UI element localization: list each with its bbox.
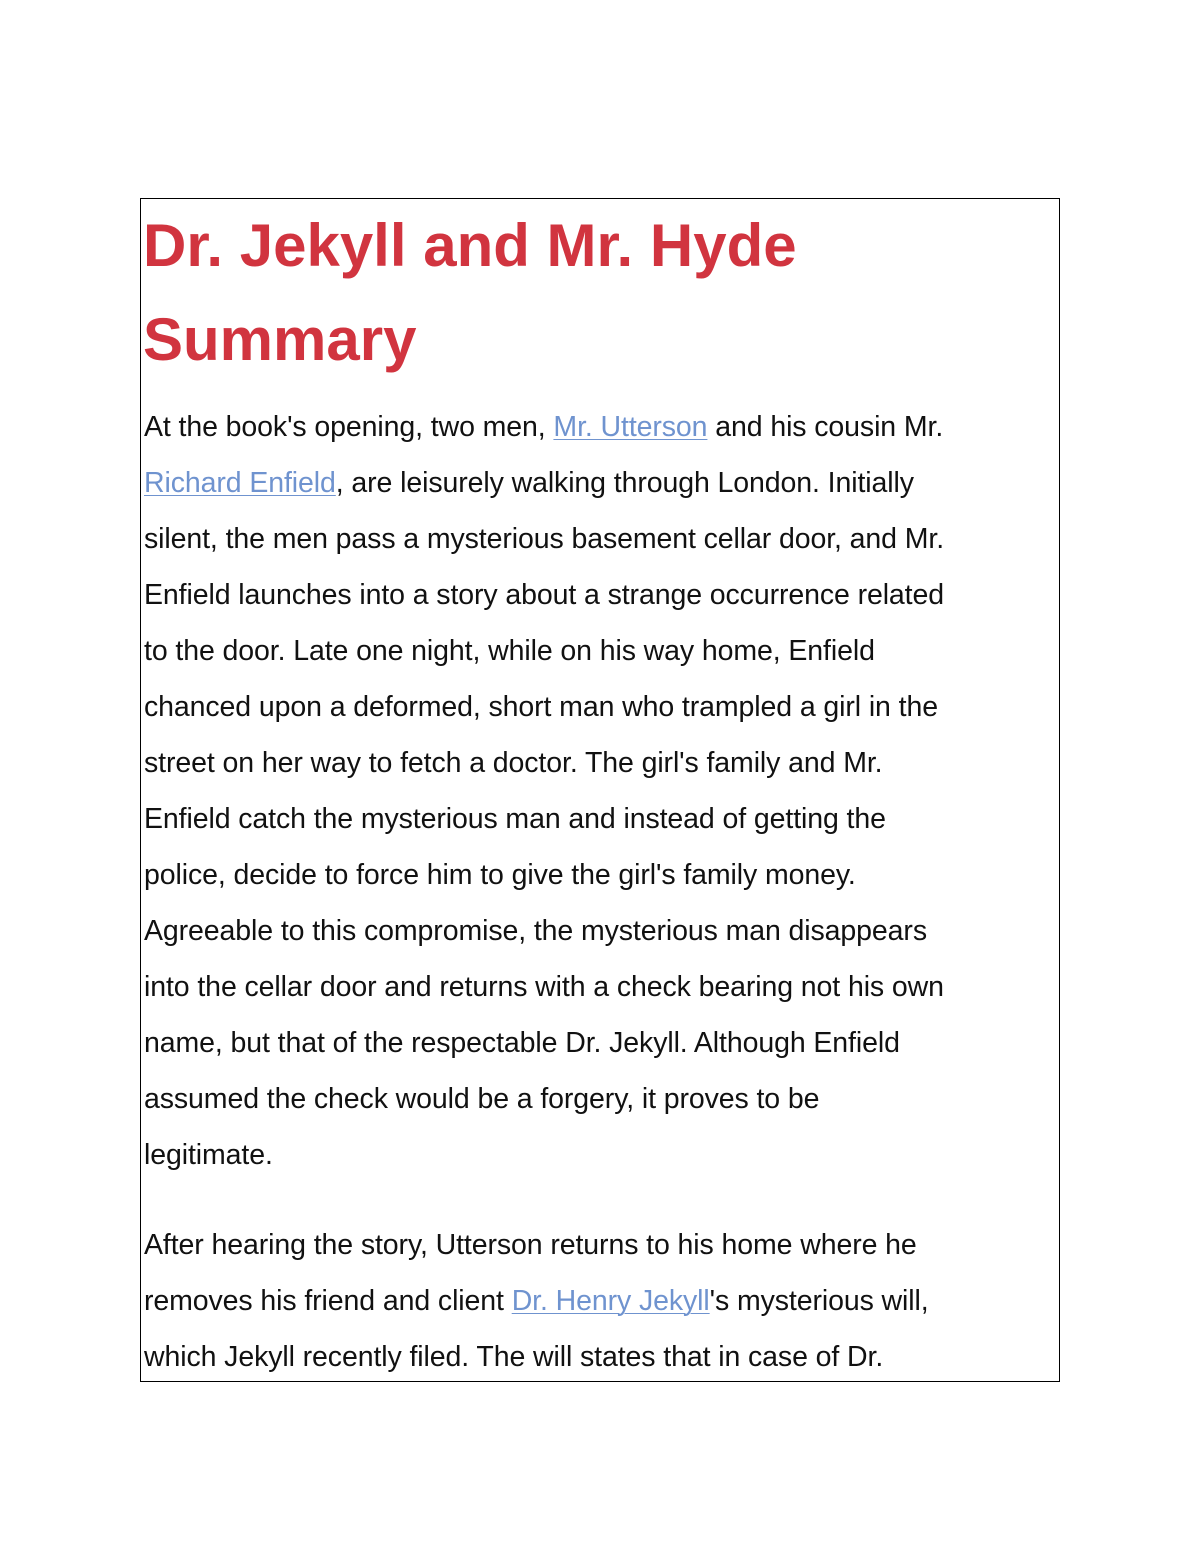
title-line-1: Dr. Jekyll and Mr. Hyde — [143, 212, 797, 279]
text-line: to the door. Late one night, while on his way home, Enfield — [144, 635, 875, 667]
text-line: police, decide to force him to give the girl's family money. — [144, 859, 856, 891]
text-line: After hearing the story, Utterson returns to his home where he — [144, 1229, 917, 1261]
text-line: chanced upon a deformed, short man who trampled a girl in the — [144, 691, 938, 723]
text-line: Enfield launches into a story about a strange occurrence related — [144, 579, 945, 611]
text-line: into the cellar door and returns with a check bearing not his own — [144, 971, 944, 1003]
text-line: street on her way to fetch a doctor. The girl's family and Mr. — [144, 747, 883, 779]
paragraph-1 — [141, 399, 1059, 1183]
text-line — [144, 399, 1059, 455]
paragraph-2 — [141, 1217, 1059, 1382]
text-line: Agreeable to this compromise, the mysterious man disappears — [144, 915, 927, 947]
text-line: silent, the men pass a mysterious basement cellar door, and Mr. — [144, 523, 945, 555]
text-line: legitimate. — [144, 1139, 273, 1171]
text-line: which Jekyll recently filed. The will states that in case of Dr. — [144, 1341, 884, 1373]
text-line: name, but that of the respectable Dr. Jekyll. Although Enfield — [144, 1027, 900, 1059]
text-line: Enfield catch the mysterious man and instead of getting the — [144, 803, 886, 835]
link-richard-enfield[interactable]: Richard Enfield — [144, 467, 336, 499]
page-title — [141, 199, 1059, 387]
text-segment: 's mysterious will, — [709, 1285, 929, 1317]
text-segment: At the book's opening, two men, — [144, 411, 554, 443]
text-line: assumed the check would be a forgery, it proves to be — [144, 1083, 820, 1115]
link-mr-utterson[interactable]: Mr. Utterson — [553, 411, 708, 443]
text-line — [144, 455, 1059, 511]
page-frame — [140, 198, 1060, 1382]
text-segment: and his cousin Mr. — [707, 411, 944, 443]
text-line — [144, 1273, 1059, 1329]
text-segment: removes his friend and client — [144, 1285, 512, 1317]
text-segment: , are leisurely walking through London. Initially — [335, 467, 914, 499]
title-line-2: Summary — [143, 306, 417, 373]
link-dr-henry-jekyll[interactable]: Dr. Henry Jekyll — [511, 1285, 710, 1317]
